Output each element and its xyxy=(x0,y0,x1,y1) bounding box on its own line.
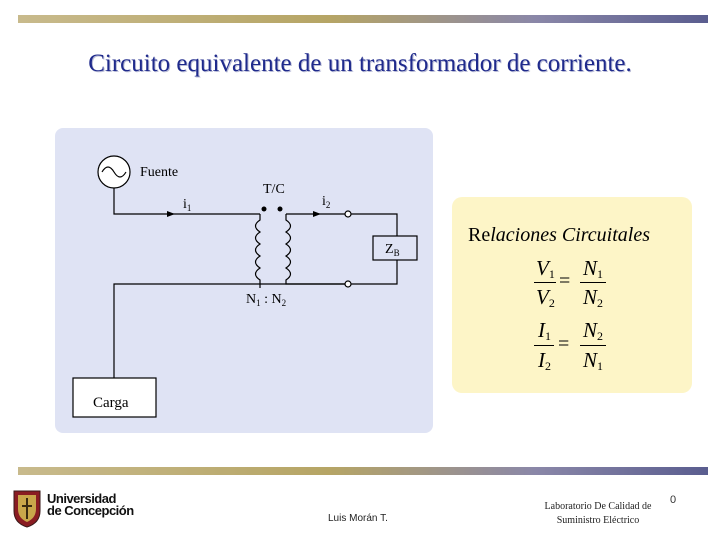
eq2-equals: = xyxy=(558,333,570,355)
i2-arrow xyxy=(313,211,321,217)
eq2-frac-line-right xyxy=(580,345,606,346)
eq1-num-right: $N_1$ xyxy=(583,256,604,281)
top-decorative-bar xyxy=(18,15,708,23)
lab-name: Laboratorio De Calidad de Suministro Eléctrico xyxy=(544,501,652,526)
i1-label: $i_1$ xyxy=(183,197,192,213)
ct-label: T/C xyxy=(263,182,285,197)
primary-coil xyxy=(256,214,261,288)
eq1-frac-line-left xyxy=(534,282,556,283)
eq1-frac-line-right xyxy=(580,282,606,283)
burden-return-wire xyxy=(351,260,397,284)
author-name: Luis Morán T. xyxy=(328,513,388,524)
eq2-num-left: $I_1$ xyxy=(538,318,551,343)
university-name: Universidad de Concepción xyxy=(47,491,134,518)
load-return-wire xyxy=(114,284,345,378)
eq1-den-right: $N_2$ xyxy=(583,285,604,310)
i2-label: $i_2$ xyxy=(322,194,331,210)
eq2-den-right: $N_1$ xyxy=(583,348,604,373)
eq2-num-right: $N_2$ xyxy=(583,318,604,343)
eq2-frac-line-left xyxy=(534,345,554,346)
i1-arrow xyxy=(167,211,175,217)
eq2-den-left: $I_2$ xyxy=(538,348,551,373)
secondary-coil xyxy=(286,214,345,284)
eq1-den-left: $V_2$ xyxy=(536,285,555,310)
relations-title: Relaciones Circuitales xyxy=(468,224,651,246)
slide-title: Circuito equivalente de un transformador de corriente. xyxy=(88,50,632,77)
load-label: Carga xyxy=(93,395,129,411)
polarity-dot-secondary xyxy=(278,207,283,212)
turns-ratio-label: $N_1$ : $N_2$ xyxy=(246,292,287,308)
eq1-num-left: $V_1$ xyxy=(536,256,555,281)
secondary-terminal-top xyxy=(345,211,351,217)
bottom-decorative-bar xyxy=(18,467,708,475)
circuit-diagram xyxy=(55,128,433,433)
burden-wire xyxy=(351,214,397,236)
university-crest-icon xyxy=(12,489,42,529)
secondary-terminal-bottom xyxy=(345,281,351,287)
eq1-equals: = xyxy=(559,270,571,292)
polarity-dot-primary xyxy=(262,207,267,212)
burden-label: $Z_B$ xyxy=(385,242,400,258)
source-label: Fuente xyxy=(140,165,179,180)
page-number: 0 xyxy=(670,494,677,506)
